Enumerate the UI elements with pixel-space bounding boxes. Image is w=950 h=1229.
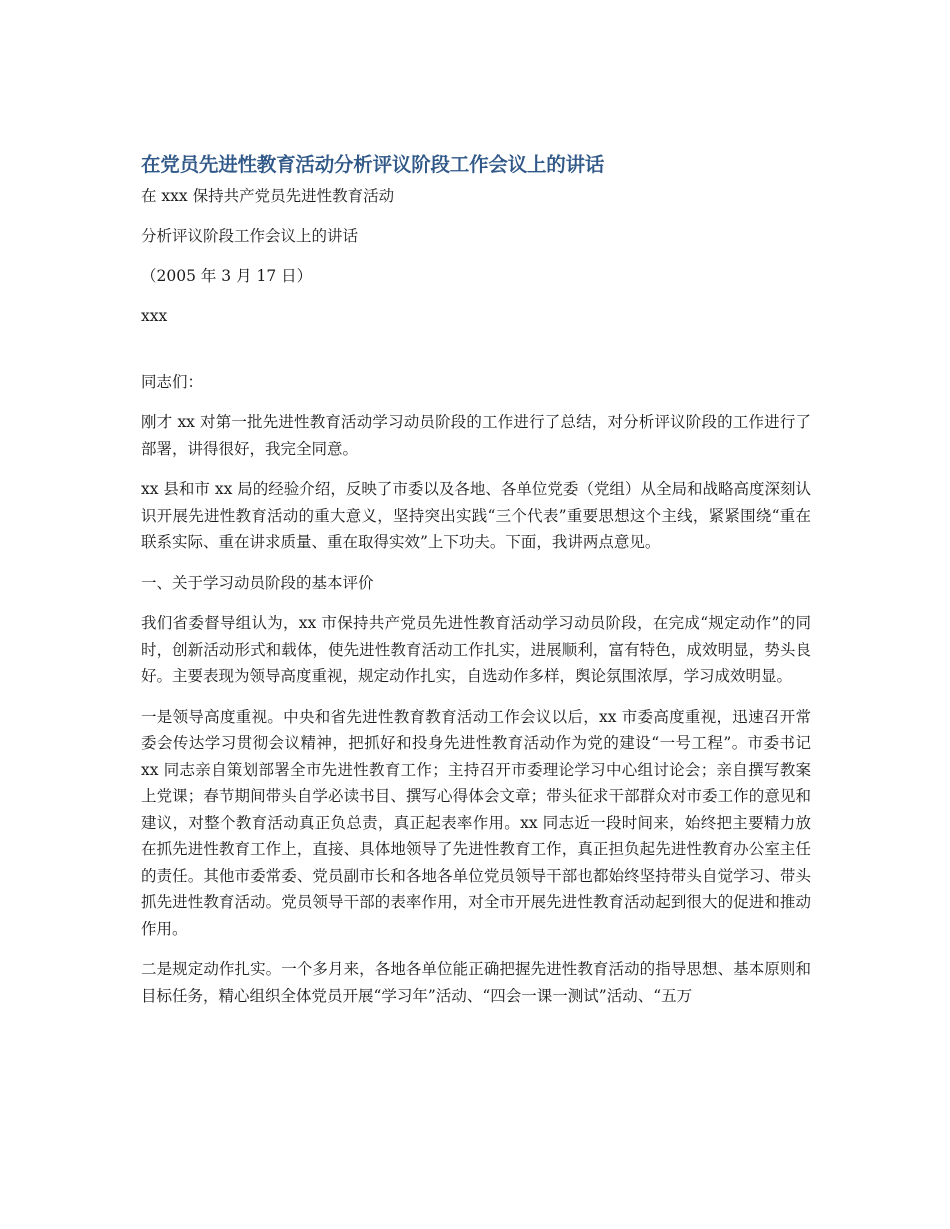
paragraph-experience: xx 县和市 xx 局的经验介绍，反映了市委以及各地、各单位党委（党组）从全局和战略高度深刻认识开展先进性教育活动的重大意义，坚持突出实践“三个代表”重要思想这个主线，紧紧围绕“重在联系实际、重在讲求质量、重在取得实效”上下功夫。下面，我讲两点意见。 [141, 480, 811, 551]
salutation: 同志们： [141, 373, 204, 391]
spacer [141, 556, 811, 570]
spacer [141, 596, 811, 610]
spacer [141, 209, 811, 223]
header-line-1: 在 xxx 保持共产党员先进性教育活动 [141, 187, 395, 205]
spacer [141, 329, 811, 369]
speaker-name: xxx [141, 307, 168, 325]
spacer [141, 690, 811, 704]
spacer [141, 462, 811, 476]
spacer [141, 249, 811, 263]
document-page [141, 151, 811, 1009]
paragraph-actions: 二是规定动作扎实。一个多月来，各地各单位能正确把握先进性教育活动的指导思想、基本原则和目标任务，精心组织全体党员开展“学习年”活动、“四会一课一测试”活动、“五万 [141, 960, 811, 1005]
header-line-2: 分析评议阶段工作会议上的讲话 [141, 227, 359, 245]
paragraph-opening: 刚才 xx 对第一批先进性教育活动学习动员阶段的工作进行了总结，对分析评议阶段的工作进行了部署，讲得很好，我完全同意。 [141, 413, 811, 458]
document-title: 在党员先进性教育活动分析评议阶段工作会议上的讲话 [141, 153, 605, 176]
spacer [141, 395, 811, 409]
section-heading-1: 一、关于学习动员阶段的基本评价 [141, 573, 374, 592]
paragraph-evaluation: 我们省委督导组认为，xx 市保持共产党员先进性教育活动学习动员阶段，在完成“规定动作”的同时，创新活动形式和载体，使先进性教育活动工作扎实，进展顺利，富有特色，成效明显，势头良好。主要表现为领导高度重视，规定动作扎实，自选动作多样，舆论氛围浓厚，学习成效明显。 [141, 614, 811, 685]
paragraph-leadership: 一是领导高度重视。中央和省先进性教育教育活动工作会议以后，xx 市委高度重视，迅速召开常委会传达学习贯彻会议精神，把抓好和投身先进性教育活动作为党的建设“一号工程”。市委书记 xx 同志亲自策划部署全市先进性教育工作；主持召开市委理论学习中心组讨论会；亲自撰写教案上党课；春节期间带头自学必读书目、撰写心得体会文章；带头征求干部群众对市委工作的意见和建议，对整个教育活动真正负总责，真正起表率作用。xx 同志近一段时间来，始终把主要精力放在抓先进性教育工作上，直接、具体地领导了先进性教育工作，真正担负起先进性教育办公室主任的责任。其他市委常委、党员副市长和各地各单位党员领导干部也都始终坚持带头自觉学习、带头抓先进性教育活动。党员领导干部的表率作用，对全市开展先进性教育活动起到很大的促进和推动作用。 [141, 707, 811, 938]
speech-date: （2005 年 3 月 17 日） [141, 267, 313, 285]
spacer [141, 289, 811, 303]
spacer [141, 942, 811, 956]
